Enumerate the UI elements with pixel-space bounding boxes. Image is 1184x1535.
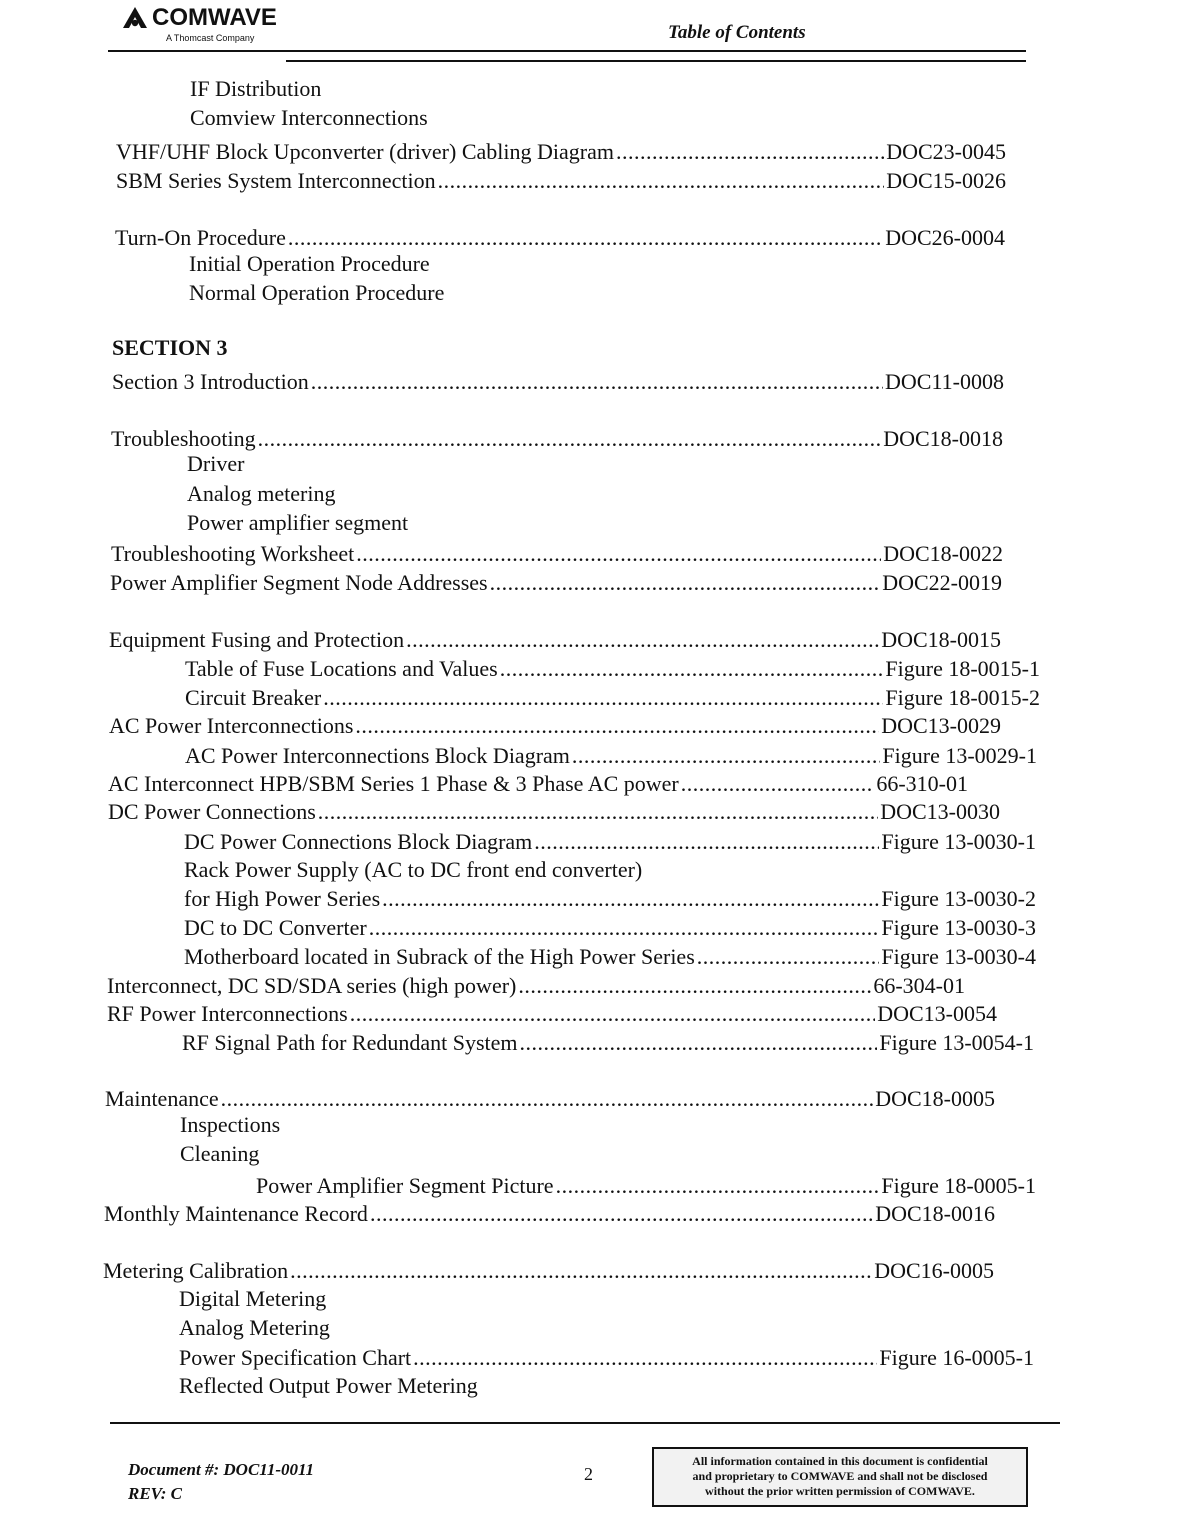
toc-entry-label: Interconnect, DC SD/SDA series (high power) (107, 973, 517, 998)
toc-entry-ref: DOC22-0019 (882, 570, 1002, 595)
toc-entry-ref: Figure 13-0030-1 (881, 829, 1036, 854)
toc-entry (109, 712, 1001, 740)
toc-entry-label: Comview Interconnections (190, 105, 428, 130)
toc-leader-dots (500, 655, 884, 683)
toc-entry-label: IF Distribution (190, 76, 322, 101)
toc-entry (179, 1372, 559, 1400)
toc-entry-ref: Figure 13-0054-1 (879, 1030, 1034, 1055)
toc-leader-dots (413, 1344, 877, 1372)
toc-leader-dots (221, 1085, 874, 1113)
toc-entry-ref: DOC13-0054 (877, 1001, 997, 1026)
toc-leader-dots (681, 770, 875, 798)
toc-entry-label: Equipment Fusing and Protection (109, 627, 405, 652)
notice-line: and proprietary to COMWAVE and shall not be disclosed (692, 1469, 988, 1483)
toc-entry (256, 1172, 1036, 1200)
toc-entry-label: DC Power Connections (108, 799, 316, 824)
toc-entry (110, 569, 1002, 597)
toc-entry-ref: DOC18-0015 (881, 627, 1001, 652)
page-header (0, 0, 1184, 70)
toc-entry-label: Troubleshooting Worksheet (111, 541, 355, 566)
toc-entry (115, 224, 1005, 252)
toc-entry (190, 75, 490, 103)
toc-leader-dots (490, 569, 881, 597)
toc-entry (184, 828, 1036, 856)
toc-entry (187, 450, 387, 478)
toc-leader-dots (355, 712, 879, 740)
toc-leader-dots (572, 742, 881, 770)
toc-entry-label: DC Power Connections Block Diagram (184, 829, 533, 854)
toc-entry-ref: DOC15-0026 (886, 168, 1006, 193)
toc-entry (187, 480, 427, 508)
toc-entry (179, 1314, 399, 1342)
toc-entry-ref: Figure 13-0030-2 (881, 886, 1036, 911)
toc-leader-dots (520, 1029, 878, 1057)
toc-leader-dots (616, 138, 884, 166)
toc-leader-dots (438, 167, 885, 195)
toc-entry-label: Circuit Breaker (185, 685, 322, 710)
toc-entry (179, 1344, 1034, 1372)
toc-entry (107, 1000, 997, 1028)
toc-entry-ref: Figure 18-0015-2 (885, 685, 1040, 710)
toc-entry-label: DC to DC Converter (184, 915, 367, 940)
toc-entry-ref: DOC26-0004 (885, 225, 1005, 250)
toc-entry (108, 798, 1000, 826)
toc-entry-label: Table of Fuse Locations and Values (185, 656, 498, 681)
toc-entry (184, 885, 1036, 913)
toc-entry-label: Cleaning (180, 1141, 260, 1166)
toc-leader-dots (356, 540, 881, 568)
toc-entry (111, 425, 1003, 453)
toc-entry (184, 856, 724, 884)
toc-entry-label: Section 3 Introduction (112, 369, 309, 394)
toc-entry (184, 914, 1036, 942)
toc-entry-ref: Figure 13-0030-3 (881, 915, 1036, 940)
toc-leader-dots (382, 885, 879, 913)
toc-entry (179, 1285, 399, 1313)
toc-entry (108, 770, 968, 798)
notice-line: without the prior written permission of COMWAVE. (705, 1484, 975, 1498)
toc-leader-dots (369, 914, 880, 942)
confidentiality-notice (652, 1447, 1028, 1507)
section-heading (112, 334, 312, 362)
toc-entry (105, 1085, 995, 1113)
toc-entry-ref: DOC18-0018 (883, 426, 1003, 451)
toc-entry-label: RF Signal Path for Redundant System (182, 1030, 518, 1055)
toc-entry (116, 138, 1006, 166)
toc-entry (107, 972, 965, 1000)
brand-tagline: A Thomcast Company (166, 33, 255, 43)
toc-entry-ref: 66-304-01 (873, 973, 965, 998)
toc-entry-label: Power Amplifier Segment Node Addresses (110, 570, 488, 595)
toc-entry-label: AC Interconnect HPB/SBM Series 1 Phase & 3 Phase AC power (108, 771, 679, 796)
toc-entry-ref: Figure 18-0005-1 (881, 1173, 1036, 1198)
toc-entry (112, 368, 1004, 396)
toc-entry (180, 1140, 380, 1168)
toc-entry-label: Inspections (180, 1112, 281, 1137)
toc-entry-label: Normal Operation Procedure (189, 280, 445, 305)
toc-entry (185, 655, 1040, 683)
toc-entry (116, 167, 1006, 195)
document-number: Document #: DOC11-0011 (128, 1460, 315, 1479)
toc-entry-ref: Figure 13-0029-1 (882, 743, 1037, 768)
toc-entry (185, 684, 1040, 712)
toc-leader-dots (406, 626, 879, 654)
comwave-logo-icon (122, 6, 148, 30)
toc-entry-label: RF Power Interconnections (107, 1001, 348, 1026)
header-divider (108, 50, 1026, 52)
toc-entry-ref: Figure 13-0030-4 (881, 944, 1036, 969)
toc-leader-dots (290, 1257, 872, 1285)
toc-entry-label: Initial Operation Procedure (189, 251, 430, 276)
toc-entry-label: Power Specification Chart (179, 1345, 412, 1370)
toc-entry-label: AC Power Interconnections (109, 713, 354, 738)
header-divider-lower (286, 60, 1026, 62)
toc-entry-ref: DOC18-0022 (883, 541, 1003, 566)
toc-entry (180, 1111, 380, 1139)
toc-leader-dots (697, 943, 880, 971)
toc-entry (187, 509, 487, 537)
toc-entry-label: Maintenance (105, 1086, 219, 1111)
toc-entry-label: Power Amplifier Segment Picture (256, 1173, 554, 1198)
toc-entry (109, 626, 1001, 654)
page-number: 2 (584, 1464, 593, 1484)
toc-entry-ref: 66-310-01 (876, 771, 968, 796)
toc-entry-ref: DOC13-0029 (881, 713, 1001, 738)
toc-entry-ref: DOC18-0016 (875, 1201, 995, 1226)
toc-entry-label: Turn-On Procedure (115, 225, 286, 250)
toc-entry-label: Troubleshooting (111, 426, 256, 451)
toc-entry-label: Analog metering (187, 481, 336, 506)
toc-entry-label: for High Power Series (184, 886, 381, 911)
toc-entry-label: AC Power Interconnections Block Diagram (185, 743, 570, 768)
toc-entry-label: Power amplifier segment (187, 510, 409, 535)
toc-entry-ref: Figure 16-0005-1 (879, 1345, 1034, 1370)
toc-entry-label: Analog Metering (179, 1315, 330, 1340)
toc-entry-ref: DOC18-0005 (875, 1086, 995, 1111)
toc-entry (104, 1200, 995, 1228)
toc-entry (184, 943, 1036, 971)
toc-leader-dots (311, 368, 883, 396)
notice-line: All information contained in this document is confidential (692, 1454, 988, 1468)
toc-entry-ref: DOC13-0030 (880, 799, 1000, 824)
toc-entry-label: Digital Metering (179, 1286, 327, 1311)
toc-leader-dots (288, 224, 883, 252)
toc-entry (189, 250, 509, 278)
toc-leader-dots (518, 972, 871, 1000)
section-heading-label: SECTION 3 (112, 335, 228, 360)
toc-entry-label: Reflected Output Power Metering (179, 1373, 478, 1398)
toc-leader-dots (258, 425, 882, 453)
toc-entry (190, 104, 510, 132)
toc-entry-ref: DOC16-0005 (874, 1258, 994, 1283)
toc-entry-ref: DOC23-0045 (886, 139, 1006, 164)
toc-leader-dots (318, 798, 878, 826)
toc-entry (189, 279, 509, 307)
toc-entry-label: VHF/UHF Block Upconverter (driver) Cabling Diagram (116, 139, 614, 164)
toc-entry-label: SBM Series System Interconnection (116, 168, 436, 193)
toc-entry-label: Monthly Maintenance Record (104, 1201, 368, 1226)
toc-entry (182, 1029, 1034, 1057)
footer-divider (110, 1422, 1060, 1424)
toc-entry-label: Motherboard located in Subrack of the High Power Series (184, 944, 695, 969)
toc-leader-dots (534, 828, 879, 856)
toc-leader-dots (556, 1172, 880, 1200)
toc-leader-dots (370, 1200, 873, 1228)
brand-name: COMWAVE (152, 4, 277, 31)
page-title: Table of Contents (668, 22, 806, 43)
toc-entry (111, 540, 1003, 568)
toc-entry-label: Rack Power Supply (AC to DC front end converter) (184, 857, 643, 882)
revision: REV: C (128, 1484, 183, 1503)
toc-entry-ref: Figure 18-0015-1 (885, 656, 1040, 681)
toc-entry (185, 742, 1037, 770)
toc-leader-dots (323, 684, 883, 712)
toc-entry-label: Driver (187, 451, 245, 476)
toc-entry-ref: DOC11-0008 (885, 369, 1004, 394)
toc-entry-label: Metering Calibration (103, 1258, 289, 1283)
toc-entry (103, 1257, 994, 1285)
toc-leader-dots (350, 1000, 875, 1028)
